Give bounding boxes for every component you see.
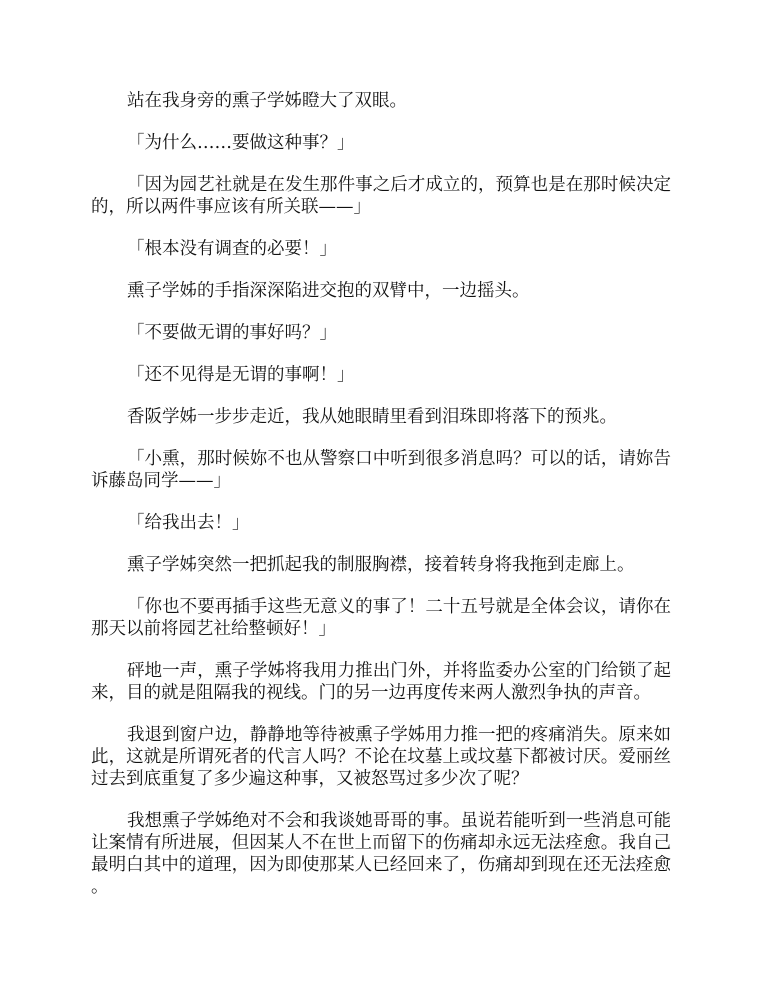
paragraph: 熏子学姊的手指深深陷进交抱的双臂中，一边摇头。 [127,281,530,301]
paragraph: 香阪学姊一步步走近，我从她眼睛里看到泪珠即将落下的预兆。 [127,407,617,427]
paragraph: 我想熏子学姊绝对不会和我谈她哥哥的事。虽说若能听到一些消息可能让案情有所进展，但因某人不在世上而留下的伤痛却永远无法痊愈。我自己最明白其中的道理，因为即使那某人已经回来了，伤痛却到现在还无法痊愈。 [91,811,671,897]
paragraph: 站在我身旁的熏子学姊瞪大了双眼。 [127,91,407,111]
paragraph: 「根本没有调查的必要！」 [127,239,337,259]
paragraph: 熏子学姊突然一把抓起我的制服胸襟，接着转身将我拖到走廊上。 [127,555,635,575]
paragraph: 「给我出去！」 [127,513,250,533]
paragraph: 「因为园艺社就是在发生那件事之后才成立的，预算也是在那时候决定的，所以两件事应该有所关联——」 [91,175,671,217]
paragraph: 「还不见得是无谓的事啊！」 [127,365,355,385]
paragraph: 「为什么……要做这种事？」 [127,133,355,153]
paragraph: 「你也不要再插手这些无意义的事了！二十五号就是全体会议，请你在那天以前将园艺社给整顿好！」 [91,597,671,639]
paragraph: 我退到窗户边，静静地等待被熏子学姊用力推一把的疼痛消失。原来如此，这就是所谓死者的代言人吗？不论在坟墓上或坟墓下都被讨厌。爱丽丝过去到底重复了多少遍这种事，又被怒骂过多少次了呢？ [91,725,671,789]
paragraph: 「不要做无谓的事好吗？」 [127,323,337,343]
paragraph: 「小熏，那时候妳不也从警察口中听到很多消息吗？可以的话，请妳告诉藤岛同学——」 [91,449,671,491]
document-body [91,90,671,918]
paragraph: 砰地一声，熏子学姊将我用力推出门外，并将监委办公室的门给锁了起来，目的就是阻隔我的视线。门的另一边再度传来两人激烈争执的声音。 [91,661,671,703]
